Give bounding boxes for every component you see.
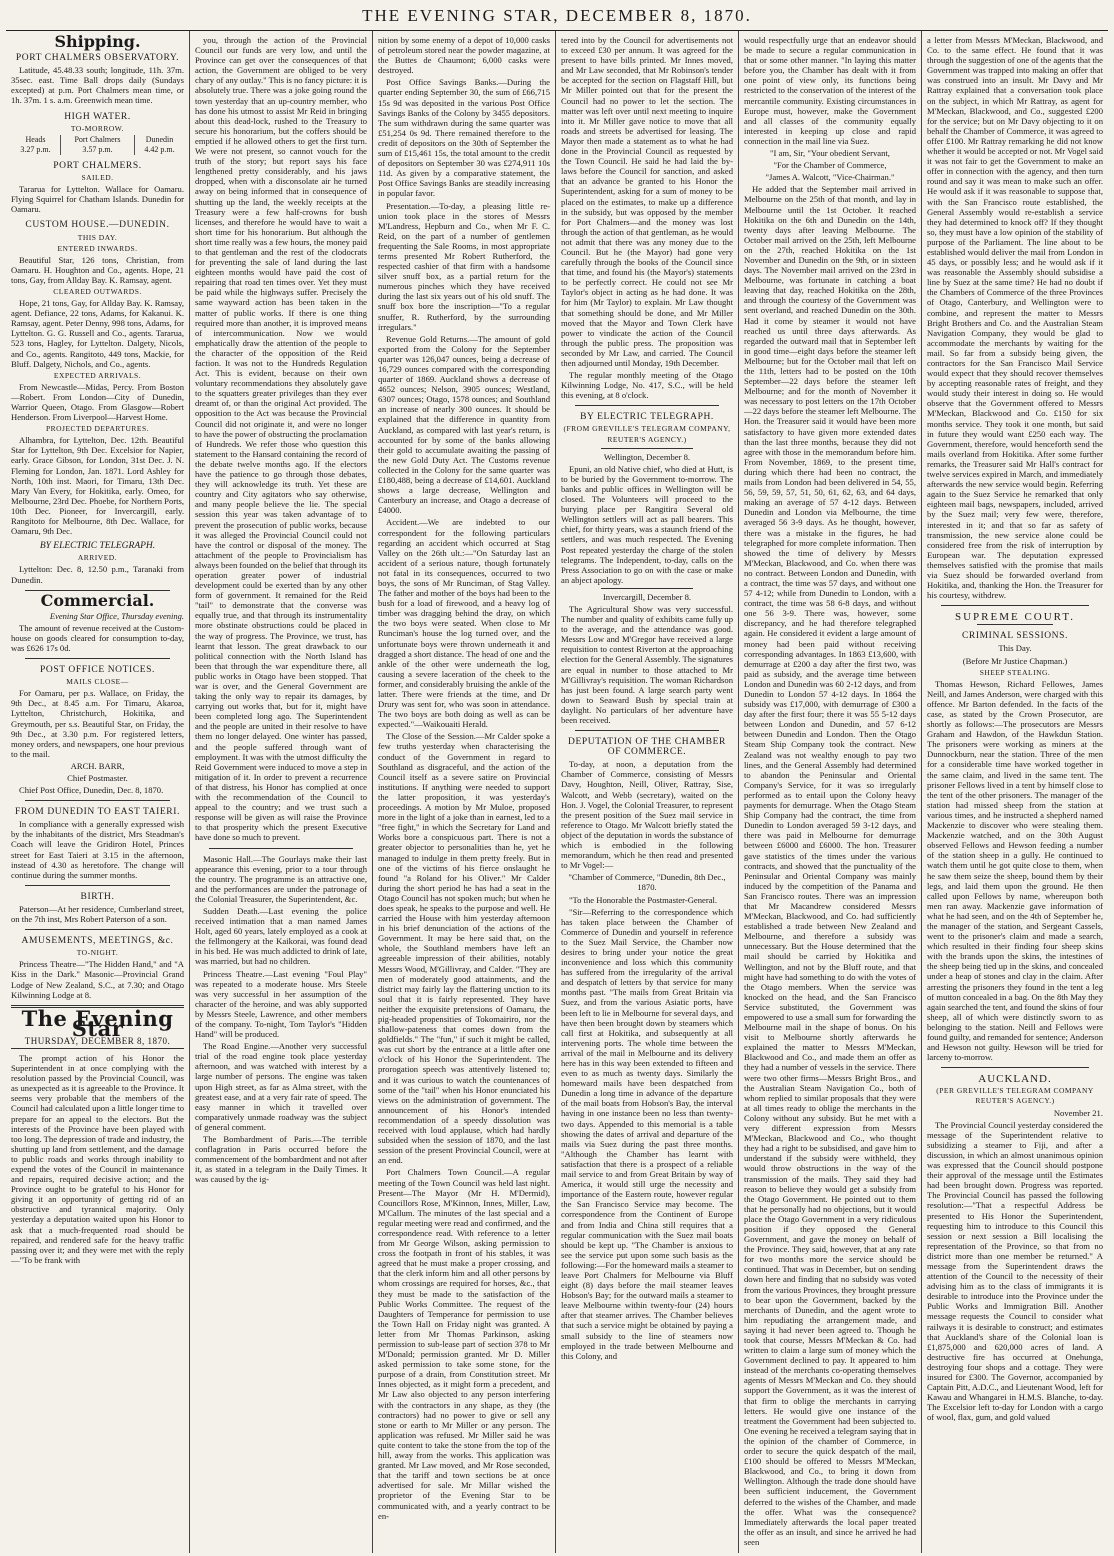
auckland-text: The Provincial Council yesterday considered the message of the Superintendent relative to subsidizing a steamer to Fiji, and after a discussion, in which an almost unanimous opinion was expressed that the Council should postpone their approval of the message until the Estimates had been brought down. Progress was reported. The Provincial Council has passed the following resolution:—"That a respectful Address be presented to His Honor the Superintendent, requesting him to introduce to this Council this session or next session a Bill localising the representation of the Province, so that from no district more than one member be returned." A message from the Superintendent draws the attention of the Council to the necessity of their advising him as to the class of immigrants it is desirable to introduce into the Province under the Public Works and Immigration Bill. Another message requests the Council to consider what railways it is desirable to construct; and estimates that Auckland's share of the Colonial loan is £1,875,000 and 620,000 acres of land. A destructive fire has occurred at Onehunga, destroying four shops and a cottage. They were insured for £300. The Governor, accompanied by Captain Pitt, A.D.C., and Lieutenant Wood, left for Kawau and Whangarei in H.M.S. Blanche, to-day. The Excelsior left to-day for London with a cargo of wool, flax, gum, and gold valued (927, 1119, 1103, 1423)
editorial-paragraph: The prompt action of his Honor the Superintendent in at once complying with the resolution passed by the Provincial Council, was as unexpected as it is agreeable to the Province. It seems very probable that the members of the Council had calculated upon a little longer time to prepare for an appeal to the electors. But the interests of the Province have been played with too long. The depression of trade and industry, the shutting up land from settlement, and the damage to public roads and works through inability to expend the votes of the Council in maintenance and repairs, required decisive action; and the Province ought to be grateful to his Honor for giving it an opportunity of getting rid of an obstructive and tyrannical majority. Only yesterday a deputation waited upon his Honor to ask that a much-frequented road should be repaired, and rendered safe for the heavy traffic passing over it; and they were met with the reply—"To be frank with (11, 1052, 184, 1265)
shipping-heading: Shipping. (54, 32, 141, 51)
deputation-continued: a letter from Messrs M'Meckan, Blackwood, and Co. to the same effect. He found that it was through the suggestion of one of the agents that the Government was trapped into making an offer that was construed into an insult. Mr Davy and Mr Rattray explained that a conversation took place on the subject, in which Mr Rattray, as agent for M'Meckan, Blackwood, and Co., suggested £200 for the service; but on Mr Davy objecting to it on behalf the Chamber of Commerce, it was agreed to offer £100. Mr Rattray remarking he did not know whether it would be accepted or not. Mr Vogel said it was not fair to get the Government to make an offer in connection with the agency, and then turn round and say it was mean to make such an offer. He would ask if it was reasonable to suppose that, with the San Francisco route established, the General Assembly would re-establish a service they had determined to knock off? If they thought so, they must have a low opinion of the stability of purpose of the Parliament. The line about to be established would deliver the mail from London in 45 days, or possibly less; and he would ask if it was reasonable the Assembly should subsidise a line by Suez at the same time? He had no doubt if the Chambers of Commerce of the three Provinces of Otago, Canterbury, and Wellington were to combine, and represent the matter to Messrs Bright Brothers and Co. and the Australian Steam Navigation Company, they would be glad to accommodate the merchants by waiting for the mail. So far from a subsidy being given, the contractors for the San Francisco Mail Service would expect that they should recover themselves by accepting reasonable rates of freight, and they would study their interest in doing so. He would observe that the Government offered to Messrs M'Meckan, Blackwood and Co. £150 for six months service. They took it one month, but said in future they would want £250 each way. The Government, therefore, would henceforth send the mails overland from Hokitika. After some further remarks, the Treasurer said Mr Hall's contract for twelve services expired in March, and immediately afterwards the new service would begin. Referring again to the Suez Service he remarked that only eighteen mail bags, newspapers, included, arrived by the Suez mail; very few were, therefore, interested in it; and that so far as safety of transmission, the new service alone could be considered free from the risk of interruption by European war. The deputation expressed themselves satisfied with the promise that mails via Suez should be forwarded overland from Hokitika, and, thanking the Hon. the Treasurer for his courtesy, withdrew. (927, 35, 1103, 601)
customs-sub: THIS DAY. (77, 232, 118, 242)
column-2 (189, 31, 372, 1553)
lodge-item: The regular monthly meeting of the Otago Kilwinning Lodge, No. 417, S.C., will be held this evening, at 8 o'clock. (561, 370, 733, 401)
taieri-text: In compliance with a generally expressed wish by the inhabitants of the district, Mrs Steadman's Coach will leave the Gridiron Hotel, Princes street for East Taieri at 3.15 in the afternoon, instead of 4.30 as heretofore. The change will continue during the summer months. (11, 819, 184, 880)
criminal-sessions: CRIMINAL SESSIONS. (962, 631, 1068, 642)
departures-title: PROJECTED DEPARTURES. (45, 424, 150, 434)
court-day: This Day. (998, 643, 1032, 654)
divider (25, 800, 170, 801)
column-4 (555, 31, 738, 1553)
editorial-continued: you, through the action of the Provincial Council our funds are very low, and until the Province can get over the consequences of that action, the Government are obliged to be very chary of any outlay." This is no fancy picture: it is absolutely true. There was a joke going round the town yesterday that an up-country member, who has done his utmost to assist Mr Reid in bringing about this dead-lock, rushed to the Treasury to secure his honorarium, but the coffers should be emptied if he allowed others to get the first turn. We were not present, so cannot vouch for the truth of the story; but report says his face lengthened pretty considerably, and his jaws dropped, when with a disconsolate air he turned away on being informed that in consequence of shutting up the land, the weekly receipts at the Treasury were a few half-crowns for bush licenses, and therefore he would have to wait a short time for his honorarium. But although the short time really was a few hours, the money paid to that gentleman and the rest of the clodocrats for preventing the sale of land during the last eighteen months would have paid the cost of repairing that road ten times over. Yet they must be paid while the highways suffer. Precisely the same wayward action has been taken in the matter of public works. If there is one thing required more than another, it is improved means of intercommunication. Now we would emphatically draw the attention of the people to the character of the opposition of the Reid faction. It was not to the Hundreds Regulation Act. This is evident, because on their own voluntary recommendations they absolutely gave to the squatters greater privileges than they ever dreamt of, or than the original Act provided. The opposition to the Act was because the Provincial Council did not originate it, and were no longer to have the power of obstructing the proclamation of Hundreds. We refer those who question this statement to the Hansard containing the record of the debate twelve months ago. If the electors have the patience to go through those debates, they will acknowledge its truth. Yet these are country and City agitators who say otherwise, and many people believe the lie. The special session this year was taken advantage of to prevent the prosecution of public works, because it was alleged the Provincial Council could not have the control or disposal of the money. The attachment of the people to Provincialism has always been founded on the belief that through its operation greater power of industrial development could be exerted than by any other form of government. It remained for the Reid "tail" to demonstrate that the converse was equally true, and that through its instrumentality more obstinate obstructions could be placed in the way of progress. The Province, we trust, has learnt that lesson. The great drawback to our political connection with the North Island has been that through the war expenditure there, all public works in Otago have been stopped. That war is over, and the General Government are taking the only way to repair its damages, by carrying out works that, but for it, might have been completed long ago. The Superintendent and the people are united in their resolve to have them no longer delayed. One winter has passed, and the people suffered through want of employment. It was with the utmost difficulty the Reid Government were induced to move a step in mitigation of it. In order to prevent a recurrence of that distress, his Honor has complied at once with the recommendation of the Council to appeal to the country; and we trust such a response will be given as will raise the Province to that prosperity which the present Executive have done so much to prevent. (195, 35, 368, 843)
deputation-discussion: He added that the September mail arrived in Melbourne on the 25th of that month, and lay in Melbourne until the 1st October. It reached Hokitika on the 6th and Dunedin on the 14th, twenty days after leaving Melbourne. The October mail arrived on the 25th, left Melbourne on the 27th, reached Hokitika on the 1st November and Dunedin on the 9th, or in sixteen days. The November mail arrived on the 23rd in Melbourne, was fortunate in catching a boat leaving that day, reached Hokitika on the 28th, and through the courtesy of the Government was sent overland, and reached Dunedin on the 30th. Had it come by steamer it would not have reached us until three days afterwards. As regarded the outward mail that in September left in good time—eight days before the steamer left Melbourne; but for the October mail that left on the 11th, letters had to be posted on the 10th September—22 days before the steamer left Melbourne; and for the month of November it was necessary to post letters on the 17th October—22 days before the steamer left Melbourne. The Hon. the Treasurer said it would have been more satisfactory to have given more extended dates than the last three months, because they did not agree with those in the memorandum before him. From November, 1869, to the present time, during which there had been no contract, the mails from London had been delivered in 54, 55, 56, 59, 59, 57, 51, 50, 61, 62, 63, and 64 days, making an average of 57 4-12 days. Between Dunedin and London via Melbourne, the time averaged 56 3-9 days. As he thought, however, there was a mistake in the figures, he had telegraphed for more complete information. Then showed the time of delivery by Messrs M'Meckan, Blackwood, and Co. when there was no contract. Between London and Dunedin, with a contract, the time was 57 days, and without one 57 4-12; while from Dunedin to London, with a contract, the time was 58 6-8 days, and without one 56 3-9. There was, however, some discrepancy, and he had therefore telegraphed again. He considered it evident a large amount of money had been paid without receiving corresponding advantages. In 1863 £13,600, with demurrage at £200 a day after the first two, was paid as subsidy, and the average time between London and Dunedin was 60 2-12 days, and from Dunedin to London 57 4-12 days. In 1864 the subsidy was £17,000, with demurrage of £300 a day after the first four; there it was 55 5-12 days between London and Dunedin, and 57 6-12 between Dunedin and London. Then the Otago Steam Ship Company took the contract. New Zealand was not wealthy enough to pay two lines, and the General Assembly had determined to abandon the Peninsular and Oriental Company's Service, for it was so irregularly performed as to entail upon the Colony heavy payments for demurrage. When the Otago Steam Ship Company had the contract, the time from Dunedin to London averaged 59 3-12 days, and there was paid in Melbourne for demurrage between £6000 and £6000. The hon. Treasurer gave statistics of the times under the various contracts, and showed that the punctuality of the Peninsular and Oriental Company was mainly induced by the competition of the Panama and San Francisco routes. There was an impression that Mr Macandrew considered Messrs M'Meckan, Blackwood, and Co. had sufficiently established a trade between New Zealand and Melbourne, and therefore a subsidy was unnecessary. But the House determined that the mail should be carried by Hokitika and Wellington, and not by the Bluff route, and that might have had something to do with the votes of the Otago members. When the service was knocked on the head, and the San Francisco Service substituted, the Government was empowered to use a small sum for forwarding the Melbourne mail in the shape of bonus. On his visit to Melbourne shortly afterwards he explained the matter to Messrs M'Meckan, Blackwood and Co., and made them an offer as they had a number of vessels in the service. There were two other firms—Messrs Bright Bros., and the Australian Steam Navigation Co., both of whom replied to similar proposals that they were at all times ready to oblige the merchants in the Colony without any subsidy. But he met with a very different expression from Messrs M'Meckan, Blackwood and Co., who thought they had a right to be subsidised, and gave him to understand if the subsidy were withheld, they would throw obstructions in the way of the transmission of the mails. They said they had reason to believe they would get a subsidy from the Otago Government. He pointed out to them that he personally had no objections, but it would place the Otago Government in a very ridiculous position if they opposed the General Government, and gave the money on behalf of the Province. They said, however, that at any rate for two months more the service should be continued. That was in December, but on sending down here and finding that no subsidy was voted from the various Provinces, they brought pressure to bear upon the Government, backed by the merchants of Dunedin, and the agent wrote to him repudiating the arrangement made, and saying it had never been agreed to. Though he took that course, Messrs M'Meckan & Co. had written to claim a large sum of money which the Government declined to pay. It appeared to him instead of the merchants co-operating themselves agents of Messrs M'Meckan and Co. they should support the Government, as it was the interest of that firm to oblige the merchants in carrying letters. He would give one instance of the treatment the Government had been subjected to. One evening he received a telegram saying that in the opinion of the chamber of Commerce, in order to secure the quick despatch of the mail, £100 should be offered to Messrs M'Meckan, Blackwood, and Co., to bring it down from Wellington. Although the trade done should have been sufficient inducement, the Government deferred to the wishes of the Chamber, and made the offer. What was the consequence? Immediately afterwards the local paper treated the offer as an insult, and since he arrived he had seen (744, 184, 916, 1547)
post-office-title: POST OFFICE NOTICES. (39, 665, 156, 676)
letter-signer: "James A. Walcott, "Vice-Chairman." (765, 172, 895, 183)
divider (25, 658, 170, 659)
post-office-signer-title: Chief Postmaster. (67, 773, 128, 783)
savings-banks-item: Post Office Savings Banks.—During the quarter ending September 30, the sum of £66,715 15s 9d was deposited in the various Post Office Savings Banks of the Colony by 3455 depositors. The sum withdrawn during the same quarter was £51,254 0s 9d. There remained therefore to the credit of depositors on the 30th of September the sum of £15,461 15s, the total amount to the credit of depositors on September 30 was £274,911 10s 11d. As given by a comparative statement, the Post Office Savings Banks are steadily increasing in popular favor. (378, 77, 550, 199)
divider (209, 848, 353, 849)
paper-nameplate: The Evening Star (21, 1005, 174, 1041)
high-water-sub: TO-MORROW. (70, 123, 125, 133)
column-6 (921, 31, 1108, 1553)
princess-theatre-item: Princess Theatre.—Last evening "Foul Play" was repeated to a moderate house. Mrs Steele was very successful in her assumption of the character of the heroine, and was ably supported by Messrs Steele, Lawrence, and other members of the company. To-night, Tom Taylor's "Hidden Hand" will be produced. (195, 968, 367, 1040)
observatory-text: Latitude, 45.48.33 south; longitude, 11h. 37m. 35sec. east. Time Ball drops daily (Sundays excepted) at p.m. Port Chalmers mean time, or 1h. 37m. 1 s. a.m. Greenwich mean time. (11, 65, 184, 106)
masthead: THE EVENING STAR, DECEMBER 8, 1870. (362, 6, 752, 25)
auckland-date: November 21. (1053, 1107, 1103, 1118)
session-item: The Close of the Session.—Mr Calder spoke a few truths yesterday when characterising the conduct of the Government in regard to Southland as disgraceful, and the action of the Council itself as a severe satire on Provincial institutions. If anything were needed to support the latter proposition, it was yesterday's proceedings. A motion by Mr Muloe, proposed more in the light of a joke than in earnest, led to a "free fight," in which the Secretary for Land and Works bore a conspicuous part. There is not a greater objector to personalities than he, yet he managed to indulge in them pretty freely. But in one of the victims of his fierce onslaught he found "a Roland for his Oliver." Mr Calder during the short period he has had a seat in the Otago Council has not spoken much; but when he does speak, he speaks to the purpose and well. He carried the House with him yesterday afternoon in his brief denunciation of the actions of the Government. It may be here said that, on the whole, the Southland members have left an agreeable impression of their abilities, notably Messrs Wood, M'Gillivray, and Calder. "They are men of moderately good attainments, and the district may fairly lay the flattering unction to its soul that it is fairly represented. They have neither the exquisite pretensions of Oamaru, the pig-headed propensities of Tokomairiro, nor the shallow-pateness that comes down from the goldfields." The "fun," if such it might be called, was cut short by the entrance at a little after one o'clock of his Honor the Superintendent. The prorogation speech was attentively listened to; and it was curious to watch the countenances of some of the "tail" when his Honor enunciated his views on the administration of government. The announcement of his Honor's intended recommendation of a speedy dissolution was received with loud applause, which had hardly subsided when the session of 1870, and the last session of the present Provincial Council, were at an end. (378, 731, 550, 1166)
wellington-dateline: Wellington, December 8. (603, 451, 691, 462)
birth-title: BIRTH. (80, 891, 115, 902)
heads-time: 3.27 p.m. (20, 144, 51, 154)
sailed-text: Tararua for Lyttelton. Wallace for Oamaru. Flying Squirrel for Chatham Islands. Dunedin for Oamaru. (11, 184, 184, 215)
revenue-item: Revenue Gold Returns.—The amount of gold exported from the Colony for the September quarter was 126,047 ounces, being a decrease of 16,729 ounces compared with the corresponding quarter of 1869. Auckland shows a decrease of 4652 ounces; Nelson, 3905 ounces; Westland, 6307 ounces; Otago, 1578 ounces; and Southland an increase of nearly 300 ounces. It should be explained that the difference in quantity from Auckland, as compared with last year's return, is accounted for by some of the banks allowing their gold to accumulate awaiting the passing of the new Gold Duty Act. The Customs revenue collected in the Colony for the same quarter was £180,488, being a decrease of £14,601. Auckland shows a large decrease, Wellington and Canterbury an increase, and Otago a decrease of £4000. (378, 333, 550, 516)
letter-signoff: "I am, Sir, "Your obedient Servant, (770, 148, 890, 159)
masonic-hall-item: Masonic Hall.—The Gourlays make their last appearance this evening, prior to a tour through the country. The programme is an attractive one, and the performances are under the patronage of the Colonial Treasurer, the Superintendent, &c. (195, 853, 367, 904)
invercargill-dateline: Invercargill, December 8. (602, 591, 692, 602)
entered-label: ENTERED INWARDS. (57, 243, 138, 253)
column-5 (738, 31, 921, 1553)
divider (601, 448, 693, 449)
column-1 (6, 31, 189, 1553)
court-judge: (Before Mr Justice Chapman.) (962, 655, 1068, 666)
commercial-text: The amount of revenue received at the Custom-house on goods cleared for consumption to-day, was £626 17s 0d. (11, 622, 184, 653)
letter-continued: would respectfully urge that an endeavor should be made to secure a regular communication in that or some other manner. "In laying this matter before you, the Chamber has dealt with it from one point of view only, its functions being restricted to the conservation of the interest of the mercantile community. Existing circumstances in Europe must, however, make the Government and all classes of the community equally interested in keeping up close and rapid connection in the mail line via Suez. (744, 35, 916, 146)
sudden-death-item: Sudden Death.—Last evening the police received intimation that a man named James Holt, aged 60 years, lately employed as a cook at the fellmongery at the Kaikorai, was found dead in his bed. He was much addicted to drink of late, was married, but had no children. (195, 905, 367, 967)
accident-item: Accident.—We are indebted to our correspondent for the following particulars regarding an accident which occurred at Stag Valley on the 26th ult.:—"On Saturday last an accident of a serious nature, though fortunately not fatal in its consequences, occurred to two boys, the sons of Mr Runciman, of Stag Valley. The father and mother of the boys had been to the bush for a load of firewood, and a heavy log of timber was dragging behind the dray, on which the two boys were seated. When close to Mr Runciman's house the log turned over, and the unfortunate boys were thrown underneath it and dragged a short distance. The head of one and the ankle of the other were underneath the log, causing a severe laceration of the cheek to the former, and considerably bruising the ankle of the latter. There were friends at the time, and Dr Drury was sent for, who was soon in attendance. The two boys are both doing as well as can be expected."—Waikouaiti Herald. (378, 517, 550, 730)
dunedin-time: 4.42 p.m. (135, 145, 184, 155)
post-office-signer: ARCH. BARR, (70, 760, 125, 771)
invercargill-text: The Agricultural Show was very successful. The number and quality of exhibits came fully up to the average, and the attendance was good. Messrs Low and M'Gregor have received a large requisition to contest Riverton at the approaching election for the General Assembly. The signatures are equal in number to those attached to Mr M'Gillivray's requisition. The woman Richardson has just been found. A large search party went down to Seaward Bush by special train at daylight. No particulars of her adventure have been received. (561, 603, 733, 725)
cleared-text: Hope, 21 tons, Gay, for Allday Bay. K. Ramsay, agent. Defiance, 22 tons, Adams, for Kakanui. K. Ramsay, agent. Peter Denny, 998 tons, Adams, for Lyttelton. G. G. Russell and Co., agents. Tararua, 523 tons, Hagley, for Lyttelton. Dalgety, Nicols, and Co., agents. Rangitoto, 449 tons, Mackie, for Bluff. Dalgety, Nichols, and Co., agents. (11, 298, 184, 369)
amusements-sub: TO-NIGHT. (76, 948, 119, 958)
wellington-text: Epuni, an old Native chief, who died at Hutt, is to be buried by the Government to-morrow. The banks and public offices in Wellington will be closed. The Volunteers will proceed to the burying place per Rangitira Several old Wellington settlers will act as pall bearers. This chief, for thirty years, was a staunch friend of the settlers, and was much respected. The Evening Post repeated yesterday the charge of the stolen telegrams. The Independent, to-day, calls on the Press Association to go on with the case or make an abject apology. (561, 463, 733, 585)
columns (6, 30, 1108, 1553)
divider (941, 1067, 1089, 1068)
commercial-heading: Commercial. (40, 590, 155, 610)
dunedin-label: Dunedin (135, 135, 184, 145)
customs-title: CUSTOM HOUSE.—DUNEDIN. (25, 220, 170, 231)
auckland-source: (PER GREVILLE'S TELEGRAM COMPANY REUTER'S AGENCY.) (936, 1086, 1094, 1106)
telegraph-source: (FROM GREVILLE'S TELEGRAM COMPANY, REUTER'S AGENCY.) (563, 424, 731, 444)
observatory-title: PORT CHALMERS OBSERVATORY. (15, 53, 180, 64)
supreme-court-title: SUPREME COURT. (954, 611, 1076, 624)
expected-title: EXPECTED ARRIVALS. (53, 370, 142, 380)
road-engine-item: The Road Engine.—Another very successful trial of the road engine took place yesterday afternoon, and was watched with interest by a large number of persons. The engine was taken upon High street, as far as Alma street, with the greatest ease, and at a very fair rate of speed. The easy manner in which it travelled over comparatively unmade roadway was the subject of general comment. (195, 1041, 367, 1132)
letter-for: "For the Chamber of Commerce, (773, 160, 887, 171)
auckland-title: AUCKLAND. (978, 1073, 1052, 1086)
taieri-title: FROM DUNEDIN TO EAST TAIERI. (15, 807, 180, 818)
sailed-label: SAILED. (81, 173, 114, 183)
deputation-title: DEPUTATION OF THE CHAMBER OF COMMERCE. (568, 737, 726, 758)
divider (25, 929, 170, 930)
divider (575, 730, 719, 731)
heads-label: Heads (25, 134, 46, 144)
letter-salutation: "To the Honorable the Postmaster-General. (569, 894, 718, 905)
column-3 (372, 31, 555, 1553)
amusements-title: AMUSEMENTS, MEETINGS, &c. (21, 936, 174, 947)
letter-body: "Sir—Referring to the correspondence which has taken place between the Chamber of Commerce of Dunedin and yourself in reference to the Suez Mail Service, the Chamber now desires to bring under your notice the great inconvenience and loss which this community has suffered from the irregularity of the arrival and despatch of letters by that service for many months past. "The mails from Great Britain via Suez, and from the various Asiatic ports, have been left to lie in Melbourne for several days, and have then been brought down by steamers which call first at Hokitika, and subsequently at all intervening ports. The whole time between the arrival of the mail in Melbourne and its delivery here has in this way been extended to fifteen and even to as much as twenty days. Similarly the homeward mails have been despatched from Dunedin a long time in advance of the departure of the mail boats from Hobson's Bay, the interval having in one instance been no less than twenty-two days. Appended to this memorial is a table showing the dates of arrival and departure of the mails via Suez during the past three months. "Although the Chamber has learnt with satisfaction that there is a prospect of a reliable mail service to and from Great Britain by way of America, it would still urge the necessity and importance of the Eastern route, however regular the San Francisco Service may become. The correspondence from the Continent of Europe and from India and China still requires that a regular communication with the Suez mail boats should be kept up. "The Chamber is anxious to see the service put upon some such basis as the following:—For the homeward mails a steamer to leave Port Chalmers for Melbourne via Bluff eight (8) days before the mail steamer leaves Hobson's Bay; for the outward mails a steamer to leave Melbourne within twenty-four (24) hours after that steamer arrives. The Chamber believes that such a service might be obtained by paying a small subsidy to the line of steamers now employed in the trade between Melbourne and this Colony, and (561, 906, 733, 1361)
pc-time: 3.57 p.m. (60, 145, 134, 155)
departures-text: Alhambra, for Lyttelton, Dec. 12th. Beautiful Star for Lyttelton, 9th Dec. Excelsior for Napier, early. Grace Gibson, for London, 31st Dec. J. N. Fleming for London, Jan. 1871. Lord Ashley for North, 10th inst. Maori, for Timaru, 13th Dec. Mary Van Every, for Hokitika, early. Omeo, for Melbourne, 23rd Dec. Phoebe, for Northern Ports, 10th Dec. Pioneer, for Invercargill, early. Rangitoto for Melbourne, 8th Dec. Wallace, for Oamaru, 9th Dec. (11, 435, 184, 537)
cleared-label: CLEARED OUTWARDS. (53, 286, 142, 296)
sheep-stealing-title: SHEEP STEALING. (979, 667, 1051, 677)
amusements-text: Princess Theatre—"The Hidden Hand," and "A Kiss in the Dark." Masonic—Provincial Grand Lodge of New Zealand, S.C., at 7.30; and Otago Kilwinning Lodge at 8. (11, 959, 184, 1000)
paris-item: The Bombardment of Paris.—The terrible conflagration in Paris occurred before the commencement of the bombardment and not after it, as stated in a telegram in the Daily Times. It was caused by the ig- (195, 1134, 367, 1185)
telegraph-sub: ARRIVED. (77, 553, 118, 563)
post-office-text: For Oamaru, per p.s. Wallace, on Friday, the 9th Dec., at 8.45 a.m. For Timaru, Akaroa, Lyttelton, Christchurch, Hokitika, and Greymouth, per s.s. Beautiful Star, on Friday, the 9th Dec., at 3.30 p.m. For registered letters, money orders, and newspapers, one hour previous to the mail. (11, 688, 184, 759)
expected-text: From Newcastle—Midas, Percy. From Boston—Robert. From London—City of Dunedin, Warrior Queen, Otago. From Glasgow—Robert Henderson. From Liverpool—Harvest Home. (11, 381, 184, 423)
divider (601, 588, 693, 589)
telegraph-title: BY ELECTRIC TELEGRAPH. (39, 541, 156, 552)
pc-label: Port Chalmers (60, 135, 134, 145)
divider (977, 624, 1053, 625)
presentation-item: Presentation.—To-day, a pleasing little re-union took place in the stores of Messrs M'Landress, Hepburn and Co., when Mr F. C. Reid, on the part of a number of gentlemen frequenting the Sale Rooms, in most appropriate terms presented Mr Robert Rutherford, the respected cashier of that firm with a handsome silver snuff box, as a partial return for the numerous pinches which they have received during the last six years out of his old snuff. The snuff box bore the inscription—"To a regular snuffer, R. Rutherford, by the surrounding irregulars." (378, 200, 550, 332)
telegraph-text: Lyttelton: Dec. 8, 12.50 p.m., Taranaki from Dunedin. (11, 564, 184, 585)
post-office-sub: MAILS CLOSE— (66, 677, 129, 687)
entered-text: Beautiful Star, 126 tons, Christian, from Oamaru. H. Houghton and Co., agents. Hope, 21 tons, Gay, from Allday Bay. K. Ramsay, agent. (11, 254, 184, 285)
divider (941, 605, 1089, 606)
port-title: PORT CHALMERS. (53, 160, 142, 171)
letter-head: "Chamber of Commerce, "Dunedin, 8th Dec., 1870. (568, 872, 726, 893)
high-water-table (11, 135, 184, 155)
high-water-title: HIGH WATER. (64, 111, 131, 122)
divider (25, 885, 170, 886)
birth-text: Paterson—At her residence, Cumberland street, on the 7th inst, Mrs Robert Paterson of a son. (11, 903, 184, 925)
deputation-text: To-day, at noon, a deputation from the Chamber of Commerce, consisting of Messrs Davy, Houghton, Neill, Oliver, Rattray, Sise, Walcott, and Webb (secretary), waited on the Hon. J. Vogel, the Colonial Treasurer, to represent the present position of the Suez mail service in reference to Otago. Mr Walcott briefly stated the object of the deputation in words the substance of which is embodied in the following memorandum, which he then read and presented to Mr Vogel:— (561, 759, 733, 871)
divider (575, 405, 719, 406)
telegraph-title: BY ELECTRIC TELEGRAPH. (580, 412, 714, 423)
paper-date: THURSDAY, DECEMBER 8, 1870. (11, 1036, 184, 1049)
post-office-place: Chief Post Office, Dunedin, Dec. 8, 1870. (19, 785, 164, 796)
sheep-stealing-text: Thomas Hewson, Richard Fellowes, James Neill, and James Anderson, were charged with this offence. Mr Barton defended. In the facts of the case, as stated by the Crown Prosecutor, are shortly as follows:—The prosecutors are Messrs Graham and Hawdon, of the Hawkdun Station. The prisoners were working as miners at the Dunnockburn, near the station. Three of the men for a considerable time have worked together in the same claim, and lived in the same tent. The prisoner Fellows lived in a tent by himself close to the tent of the other prisoners. The manager of the station had missed sheep from the station at various times, and he instructed a shepherd named Mackenzie to discover who were stealing them. Mackenzie watched, and on the 30th August observed Fellows and Hewson feeding a number of the station sheep in a gully. He continued to watch them until he got quite close to them, when he saw them seize the sheep, bound them by their legs, and laid them upon the ground. He then called upon Fellows by name, whereupon both men ran away. Mackenzie gave information of what he had seen, and on the 4th of September he, the manager of the station, and Sergeant Cassels, went to the prisoner's claim and made a search, which resulted in their finding four sheep skins with the brands upon the skins, the intestines of the sheep being tied up in the skins, and concealed under a heap of stones and clay in the claim. After arresting the prisoners they found in the tent a leg of mutton concealed in a bag. On the 8th May they again searched the tent, and found the skins of four sheep, all of which were distinctly sworn to as belonging to the station. Neill and Fellows were found guilty, and remanded for sentence; Anderson and Hewson not guilty. Hewson will be tried for larceny to-morrow. (927, 678, 1103, 1063)
paris-continued: nition by some enemy of a depot of 10,000 casks of petroleum stored near the powder magazine, at the Buttes de Chaumont; 6,000 casks were destroyed. (378, 35, 550, 76)
town-council-item: Port Chalmers Town Council.—A regular meeting of the Town Council was held last night. Present—The Mayor (Mr H. M'Dermid), Councillors Rose, M'Kinnon, Innes, Miller, Law, M'Callum. The minutes of the last special and a regular meeting were read and confirmed, and the correspondence read. With reference to a letter from Mr George Wilson, asking permission to cross the footpath in front of his stables, it was agreed that he must make a proper crossing, and that the clerk inform him and all other persons by whom crossings are required for horses, &c., that they must be made to the satisfaction of the Public Works Committee. The request of the Daughters of Temperance for permission to use the Town Hall on Friday night was granted. A letter from Mr Thomas Parkinson, asking permission to sub-lease part of section 378 to Mr M'Donald; permission granted. Mr D. Miller asked permission to take some stone, for the purpose of a drain, from Constitution street. Mr Innes objected, as it might form a precedent, and Mr Law also objected to any person interfering with the contractors in any shape, as they (the contractors) had no power to give or sell any stone or earth to Mr Miller or any person. The application was refused. Mr Miller said he was quite content to take the stone from the top of the hill, away from the works. This application was granted. Mr Law moved, and Mr Rose seconded, that the tariff and town sections be at once advertised for sale. Mr Millar wished the proprietor of the Evening Star to be communicated with, and a yearly contract to be en- (378, 1167, 550, 1521)
commercial-office: Evening Star Office, Thursday evening. (49, 610, 184, 621)
town-council-continued: tered into by the Council for advertisements not to exceed £30 per annum. It was agreed for the present to have bills printed. Mr Innes moved, and Mr Law seconded, that Mr Robinson's tender be accepted for the section on Flagstaff Hill, but Mr Miller pointed out that for the present the Council had no power to let the section. The matter was left over until next meeting to inquire into it. Mr Miller gave notice to move that all roads and streets be advertised for leasing. The Mayor then made a statement as to what he had done in the Provincial Council as requested by the Town Council. He said he had laid the by-laws before the Council for sanction, and asked that an advance be granted to his Honor the Superintendent, asking for a sum of money to be placed on the estimates, to make up a difference in the subsidy, but was opposed by the member for Port Chalmers—and the money was lost through the action of that gentleman, as he would not admit that there was any money due to the Council. But he (the Mayor) had gone very carefully through the books of the Council since that time, and found his (the Mayor's) statements to be perfectly correct. He could not see Mr Taylor's object in acting as he had done. It was for him (Mr Taylor) to explain. Mr Law thought that something should be done, and Mr Miller moved that the Mayor and Town Clerk have power to vindicate the action of the Council through the public press. The proposition was seconded by Mr Law, and carried. The Council then adjourned until Monday, 19th December. (561, 35, 733, 368)
